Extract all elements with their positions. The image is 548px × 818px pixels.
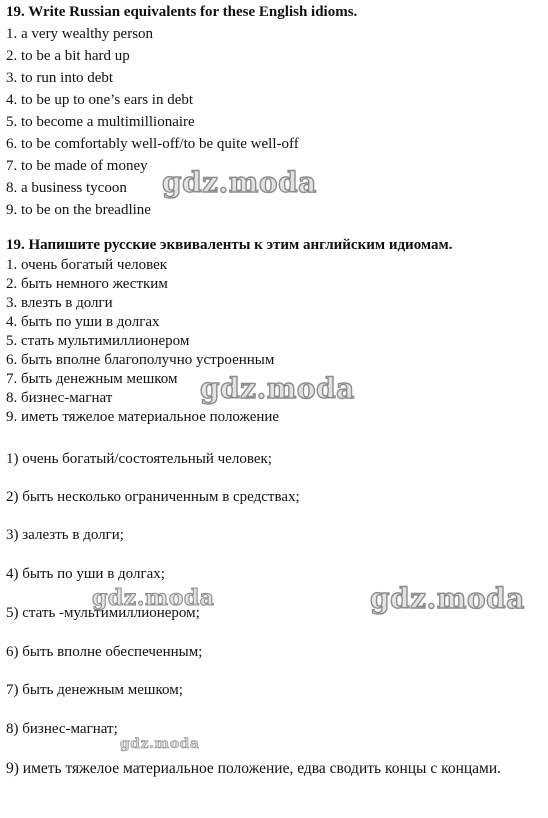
russian-idiom-item: 9. иметь тяжелое материальное положение: [6, 409, 280, 425]
english-idiom-item: 7. to be made of money: [6, 158, 148, 174]
answer-item: 8) бизнес-магнат;: [6, 721, 118, 737]
russian-idiom-item: 6. быть вполне благополучно устроенным: [6, 352, 275, 368]
answer-item: 2) быть несколько ограниченным в средствах;: [6, 489, 300, 505]
english-idiom-item: 1. a very wealthy person: [6, 26, 154, 42]
english-idiom-item: 5. to become a multimillionaire: [6, 114, 195, 130]
russian-idiom-item: 2. быть немного жестким: [6, 276, 168, 292]
russian-idiom-item: 1. очень богатый человек: [6, 257, 168, 273]
answer-item: 5) стать -мультимиллионером;: [6, 605, 200, 621]
answer-item: 7) быть денежным мешком;: [6, 682, 183, 698]
answer-item: 6) быть вполне обеспеченным;: [6, 644, 203, 660]
answer-item: 4) быть по уши в долгах;: [6, 566, 165, 582]
russian-idiom-item: 7. быть денежным мешком: [6, 371, 178, 387]
english-idiom-item: 8. a business tycoon: [6, 180, 127, 196]
watermark: gdz.moda: [120, 736, 200, 752]
russian-section-title: 19. Напишите русские эквиваленты к этим английским идиомам.: [6, 237, 453, 253]
watermark: gdz.moda: [370, 582, 525, 615]
english-idiom-item: 2. to be a bit hard up: [6, 48, 130, 64]
russian-idiom-item: 4. быть по уши в долгах: [6, 314, 160, 330]
english-idiom-item: 6. to be comfortably well-off/to be quite well-off: [6, 136, 299, 152]
english-section-title: 19. Write Russian equivalents for these English idioms.: [6, 4, 358, 20]
watermark: gdz.moda: [162, 166, 317, 199]
answer-item: 3) залезть в долги;: [6, 527, 124, 543]
english-idiom-item: 9. to be on the breadline: [6, 202, 151, 218]
russian-idiom-item: 3. влезть в долги: [6, 295, 113, 311]
answer-item: 1) очень богатый/состоятельный человек;: [6, 451, 272, 467]
russian-idiom-item: 8. бизнес-магнат: [6, 390, 113, 406]
russian-idiom-item: 5. стать мультимиллионером: [6, 333, 190, 349]
english-idiom-item: 3. to run into debt: [6, 70, 114, 86]
answer-item: 9) иметь тяжелое материальное положение, едва сводить концы с концами.: [6, 760, 502, 777]
english-idiom-item: 4. to be up to one’s ears in debt: [6, 92, 194, 108]
watermark: gdz.moda: [92, 585, 215, 611]
watermark: gdz.moda: [200, 372, 355, 405]
